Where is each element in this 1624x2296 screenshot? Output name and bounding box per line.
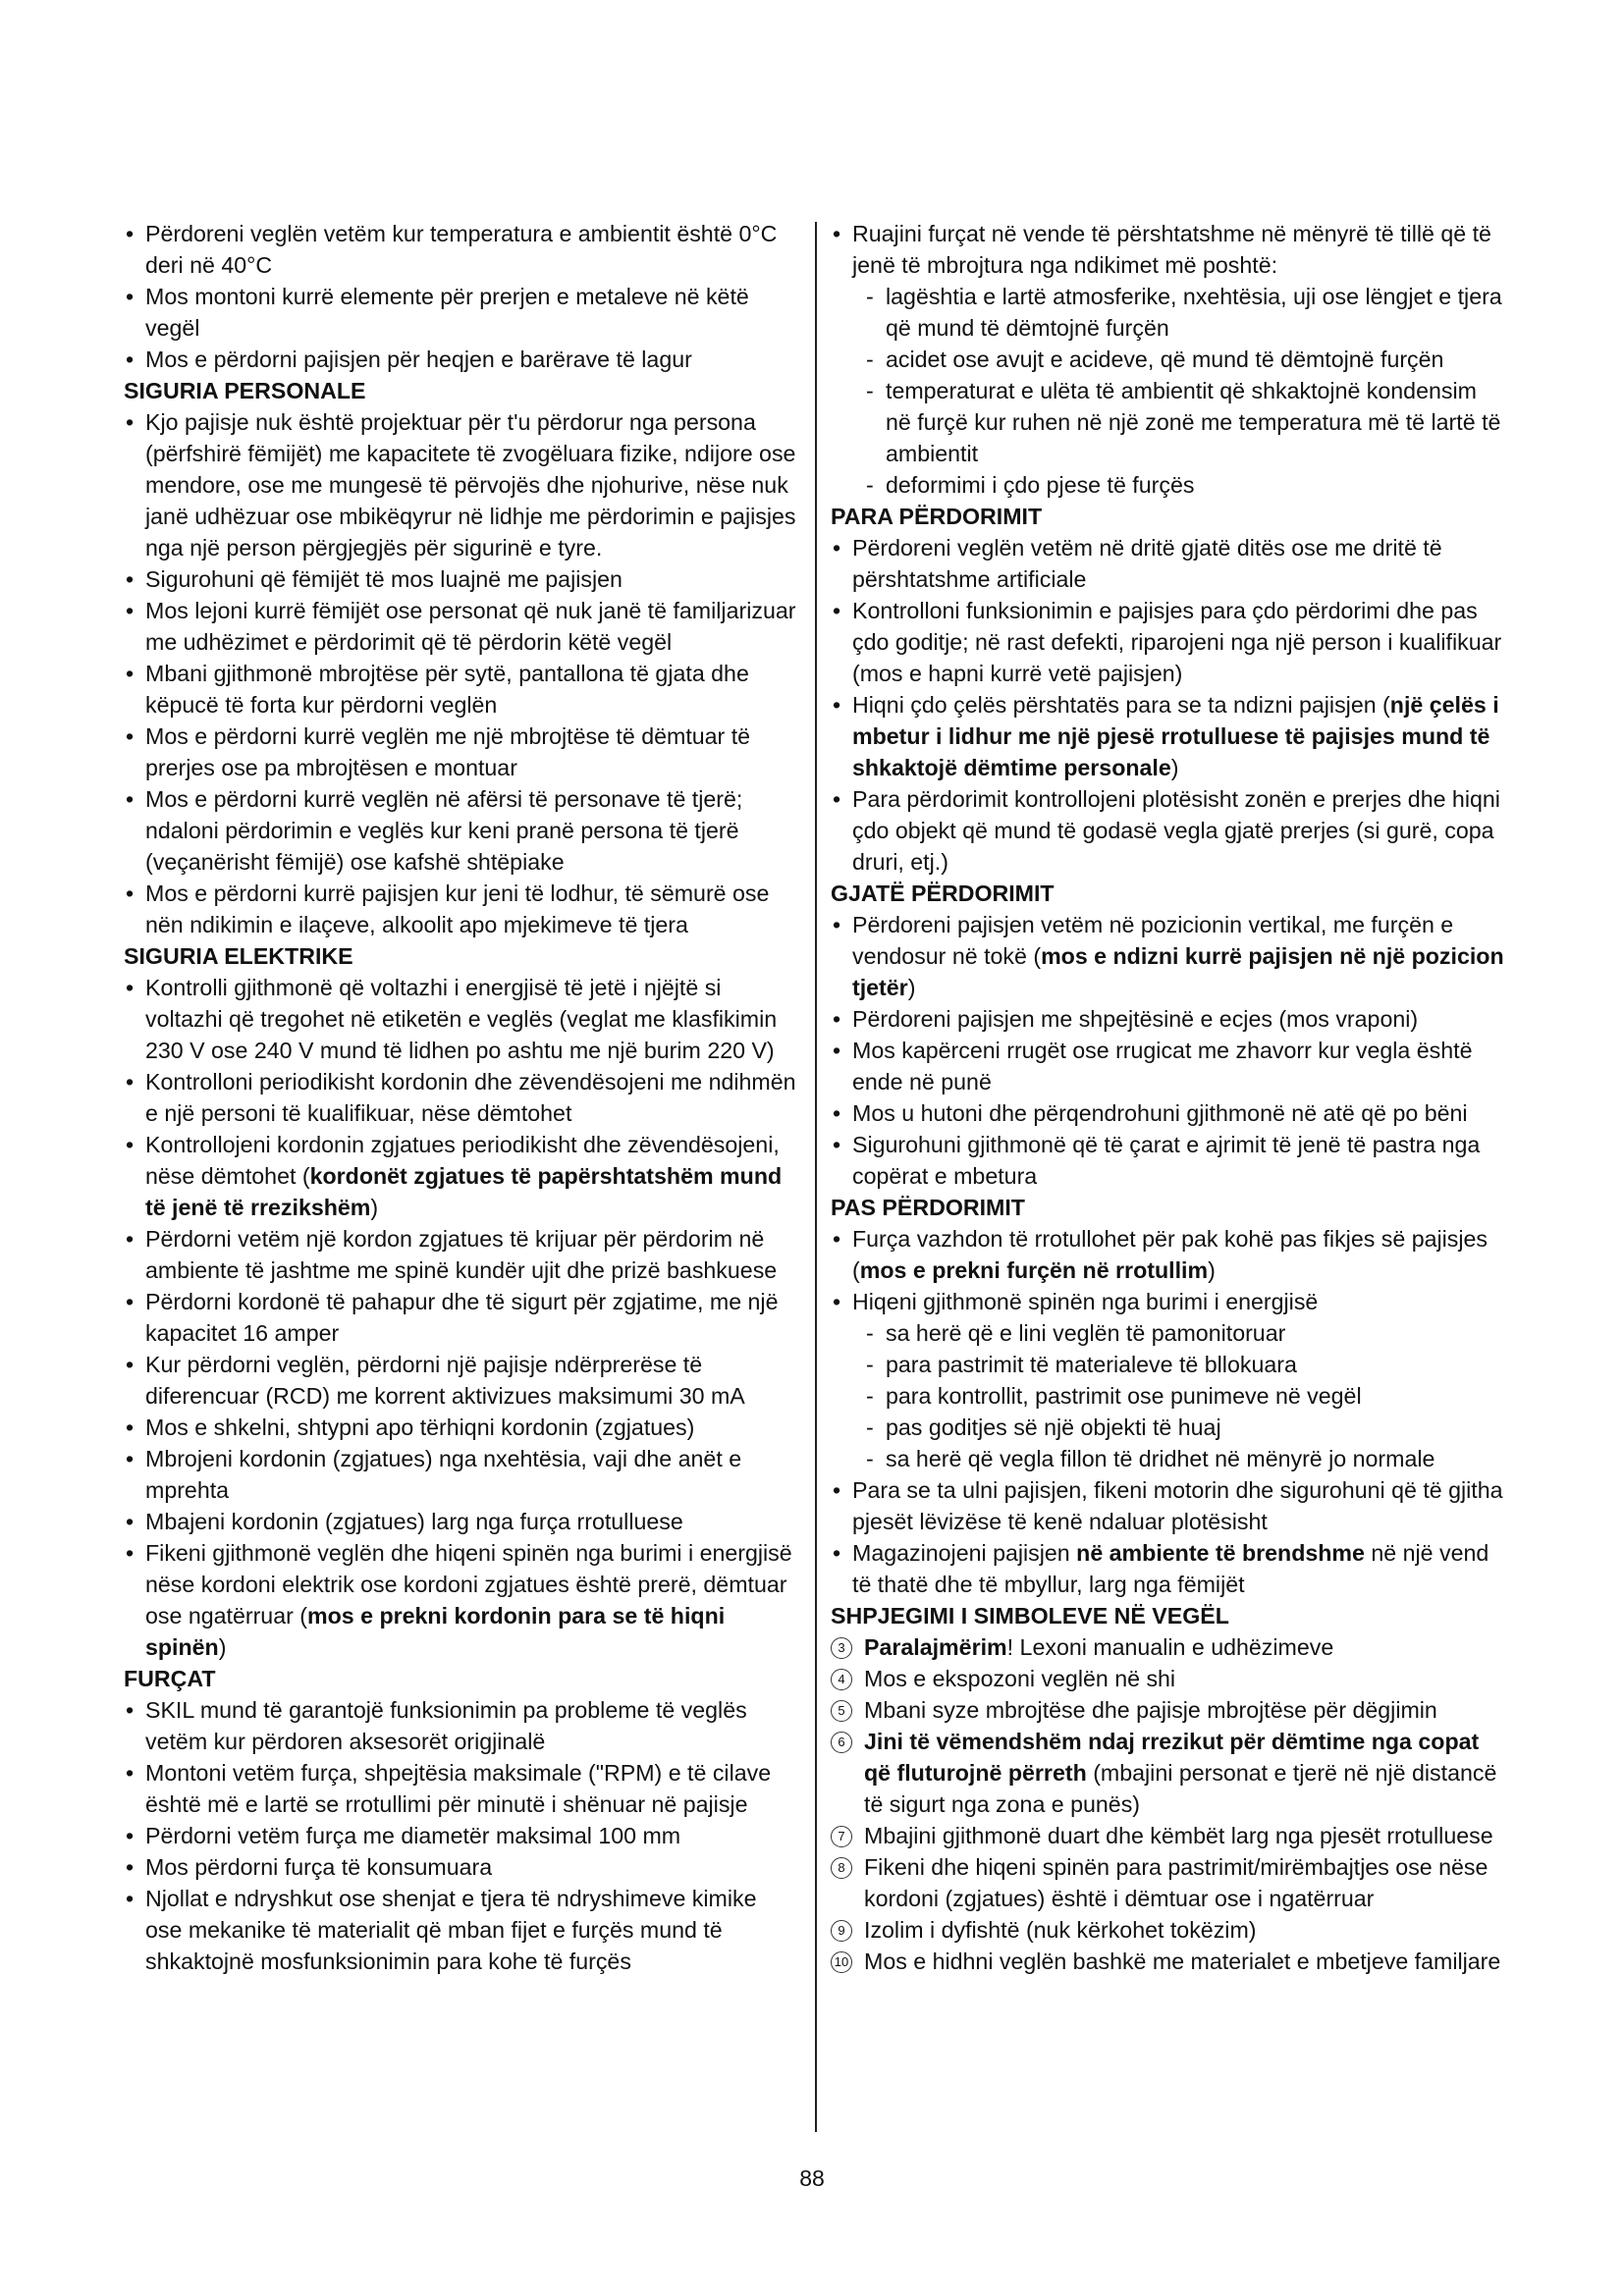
text-segment: SKIL mund të garantojë funksionimin pa probleme të veglës vetëm kur përdoren aksesorët origjinalë <box>145 1697 747 1754</box>
text-segment: ) <box>370 1195 379 1220</box>
bullet-item <box>124 344 799 375</box>
symbol-item <box>831 1631 1508 1663</box>
text-segment: Mos përdorni furça të konsumuara <box>145 1854 493 1880</box>
bullet-item <box>124 563 799 595</box>
text-segment: Montoni vetëm furça, shpejtësia maksimale ("RPM) e të cilave është më e lartë se rrotullimi për minutë i shënuar në pajisje <box>145 1760 772 1817</box>
bold-text: Jini të vëmendshëm ndaj rrezikut për dëmtime nga copat që fluturojnë përreth <box>864 1729 1480 1786</box>
text-segment: Mos e përdorni kurrë pajisjen kur jeni të lodhur, të sëmurë ose nën ndikimin e ilaçeve, alkoolit apo mjekimeve të tjera <box>145 881 770 937</box>
text-segment: Përdorni vetëm furça me diametër maksimal 100 mm <box>145 1823 681 1848</box>
sub-item <box>852 1380 1508 1412</box>
sub-item <box>852 1443 1508 1474</box>
bullet-item <box>124 218 799 281</box>
bullet-item <box>124 1820 799 1851</box>
text-segment: Para përdorimit kontrollojeni plotësisht zonën e prerjes dhe hiqni çdo objekt që mund të godasë vegla gjatë prerjes (si gurë, copa druri, etj.) <box>852 786 1500 875</box>
bullet-item <box>831 1097 1508 1129</box>
bullet-item <box>831 1035 1508 1097</box>
bullet-item <box>124 658 799 721</box>
text-segment: Mos e ekspozoni veglën në shi <box>864 1666 1176 1691</box>
symbol-number-icon: 6 <box>831 1732 852 1753</box>
text-segment: Sigurohuni gjithmonë që të çarat e ajrimit të jenë të pastra nga copërat e mbetura <box>852 1132 1481 1189</box>
text-segment: Mos e përdorni pajisjen për heqjen e barërave të lagur <box>145 347 692 372</box>
text-segment: Mos e përdorni kurrë veglën me një mbrojtëse të dëmtuar të prerjes ose pa mbrojtësen e montuar <box>145 723 751 780</box>
symbol-item <box>831 1946 1508 1977</box>
section-heading: PARA PËRDORIMIT <box>831 504 1043 529</box>
text-segment: sa herë që vegla fillon të dridhet në mënyrë jo normale <box>886 1446 1435 1471</box>
text-segment: Mos lejoni kurrë fëmijët ose personat që nuk janë të familjarizuar me udhëzimet e përdorimit që të përdorin këtë vegël <box>145 598 796 655</box>
bullet-item <box>124 406 799 563</box>
bullet-item <box>124 1851 799 1883</box>
text-segment: në një vend të thatë dhe të mbyllur, larg nga fëmijët <box>852 1540 1489 1597</box>
text-segment: Hiqeni gjithmonë spinën nga burimi i energjisë <box>852 1289 1319 1314</box>
text-segment: Fikeni gjithmonë veglën dhe hiqeni spinën nga burimi i energjisë nëse kordoni elektrik ose kordoni zgjatues është prerë, dëmtuar ose ngatërruar ( <box>145 1540 792 1629</box>
text-segment: Kontrolloni funksionimin e pajisjes para çdo përdorimi dhe pas çdo goditje; në rast defekti, riparojeni nga një person i kualifikuar (mos e hapni kurrë vetë pajisjen) <box>852 598 1502 686</box>
bullet-item <box>124 1694 799 1757</box>
text-segment: Mbajeni kordonin (zgjatues) larg nga furça rrotulluese <box>145 1509 683 1534</box>
bullet-item <box>124 1443 799 1506</box>
sub-item <box>852 1317 1508 1349</box>
bold-text: mos e prekni kordonin para se të hiqni spinën <box>145 1603 726 1660</box>
text-segment: Përdoreni veglën vetëm kur temperatura e ambientit është 0°C deri në 40°C <box>145 221 778 278</box>
text-segment: Kontrollojeni kordonin zgjatues periodikisht dhe zëvendësojeni, nëse dëmtohet ( <box>145 1132 780 1189</box>
text-segment: deformimi i çdo pjese të furçës <box>886 472 1195 498</box>
bullet-item <box>124 1129 799 1223</box>
bullet-item <box>124 878 799 940</box>
text-segment: Sigurohuni që fëmijët të mos luajnë me pajisjen <box>145 566 623 592</box>
bullet-item <box>124 281 799 344</box>
bold-text: një çelës i mbetur i lidhur me një pjesë rrotulluese të pajisjes mund të shkaktojë dëmtime personale <box>852 692 1499 780</box>
text-segment: Kontrolli gjithmonë që voltazhi i energjisë të jetë i njëjtë si voltazhi që tregohet në etiketën e veglës (veglat me klasfikimin 230 V ose 240 V mund të lidhen po ashtu me një burim 220 V) <box>145 975 778 1063</box>
text-segment: (mbajini personat e tjerë në një distancë të sigurt nga zona e punës) <box>864 1760 1497 1817</box>
sub-item <box>852 1349 1508 1380</box>
bullet-item <box>124 1883 799 1977</box>
bullet-item <box>124 1412 799 1443</box>
bullet-item <box>124 1537 799 1663</box>
section-heading: SHPJEGIMI I SIMBOLEVE NË VEGËL <box>831 1603 1229 1629</box>
text-segment: Fikeni dhe hiqeni spinën para pastrimit/mirëmbajtjes ose nëse kordoni (zgjatues) është i dëmtuar ose i ngatërruar <box>864 1854 1489 1911</box>
text-segment: Kontrolloni periodikisht kordonin dhe zëvendësojeni me ndihmën e një personi të kualifikuar, nëse dëmtohet <box>145 1069 796 1126</box>
right-column <box>831 218 1508 1977</box>
bullet-item <box>831 532 1508 595</box>
bullet-item <box>124 783 799 878</box>
symbol-item <box>831 1694 1508 1726</box>
text-segment: Mbani gjithmonë mbrojtëse për sytë, pantallona të gjata dhe këpucë të forta kur përdorni veglën <box>145 661 749 718</box>
page-number: 88 <box>799 2165 825 2191</box>
text-segment: ) <box>1208 1257 1216 1283</box>
text-segment: temperaturat e ulëta të ambientit që shkaktojnë kondensim në furçë kur ruhen në një zonë me temperatura më të lartë të ambientit <box>886 378 1501 466</box>
sub-item <box>852 469 1508 501</box>
symbol-item <box>831 1726 1508 1820</box>
text-segment: Magazinojeni pajisjen <box>852 1540 1077 1566</box>
bold-text: kordonët zgjatues të papërshtatshëm mund të jenë të rrezikshëm <box>145 1163 783 1220</box>
bold-text: mos e ndizni kurrë pajisjen në një pozicion tjetër <box>852 943 1504 1000</box>
symbol-number-icon: 10 <box>831 1951 852 1973</box>
text-segment: Mos e shkelni, shtypni apo tërhiqni kordonin (zgjatues) <box>145 1415 695 1440</box>
symbol-number-icon: 3 <box>831 1637 852 1659</box>
section-heading: SIGURIA PERSONALE <box>124 378 366 403</box>
bullet-item <box>831 1474 1508 1537</box>
sub-item <box>852 281 1508 344</box>
bullet-item <box>124 1066 799 1129</box>
section-heading: GJATË PËRDORIMIT <box>831 881 1055 906</box>
text-segment: Njollat e ndryshkut ose shenjat e tjera të ndryshimeve kimike ose mekanike të materialit që mban fijet e furçës mund të shkaktojnë mosfunksionimin para kohe të furçës <box>145 1886 757 1974</box>
text-segment: Përdoreni veglën vetëm në dritë gjatë ditës ose me dritë të përshtatshme artificiale <box>852 535 1442 592</box>
sub-item <box>852 375 1508 469</box>
bullet-item <box>124 595 799 658</box>
text-segment: Mbrojeni kordonin (zgjatues) nga nxehtësia, vaji dhe anët e mprehta <box>145 1446 742 1503</box>
bold-text: Paralajmërim <box>864 1634 1007 1660</box>
symbol-item <box>831 1851 1508 1914</box>
text-segment: acidet ose avujt e acideve, që mund të dëmtojnë furçën <box>886 347 1444 372</box>
text-segment: Mos u hutoni dhe përqendrohuni gjithmonë në atë që po bëni <box>852 1100 1468 1126</box>
text-segment: Mbani syze mbrojtëse dhe pajisje mbrojtëse për dëgjimin <box>864 1697 1437 1723</box>
symbol-item <box>831 1914 1508 1946</box>
text-segment: Furça vazhdon të rrotullohet për pak kohë pas fikjes së pajisjes ( <box>852 1226 1489 1283</box>
bold-text: mos e prekni furçën në rrotullim <box>859 1257 1209 1283</box>
bullet-item <box>831 218 1508 281</box>
sub-item <box>852 1412 1508 1443</box>
text-segment: ) <box>1170 755 1179 780</box>
text-segment: Mos montoni kurrë elemente për prerjen e metaleve në këtë vegël <box>145 284 749 341</box>
text-segment: Mos e hidhni veglën bashkë me materialet e mbetjeve familjare <box>864 1949 1501 1974</box>
bullet-item <box>124 1223 799 1286</box>
text-segment: Mos kapërceni rrugët ose rrugicat me zhavorr kur vegla është ende në punë <box>852 1038 1473 1095</box>
left-column <box>124 218 799 1977</box>
text-segment: Përdoreni pajisjen me shpejtësinë e ecjes (mos vraponi) <box>852 1006 1419 1032</box>
bold-text: në ambiente të brendshme <box>1076 1540 1365 1566</box>
column-divider <box>815 222 817 2132</box>
bullet-item <box>124 1286 799 1349</box>
bullet-item <box>831 783 1508 878</box>
bullet-item <box>831 1129 1508 1192</box>
text-segment: Kjo pajisje nuk është projektuar për t'u përdorur nga persona (përfshirë fëmijët) me kapacitete të zvogëluara fizike, ndijore ose mendore, ose me mungesë të përvojës dhe njohurive, nëse nuk janë udhëzuar ose mbikëqyrur në lidhje me përdorimin e pajisjes nga një person përgjegjës për sigurinë e tyre. <box>145 409 796 561</box>
section-heading: SIGURIA ELEKTRIKE <box>124 943 353 969</box>
text-segment: Përdorni kordonë të pahapur dhe të sigurt për zgjatime, me një kapacitet 16 amper <box>145 1289 779 1346</box>
bullet-item <box>124 1506 799 1537</box>
text-segment: Përdorni vetëm një kordon zgjatues të krijuar për përdorim në ambiente të jashtme me spinë kundër ujit dhe prizë bashkuese <box>145 1226 778 1283</box>
bullet-item <box>124 721 799 783</box>
text-segment: Para se ta ulni pajisjen, fikeni motorin dhe sigurohuni që të gjitha pjesët lëvizëse të kenë ndaluar plotësisht <box>852 1477 1503 1534</box>
symbol-item <box>831 1663 1508 1694</box>
bullet-item <box>124 1349 799 1412</box>
text-segment: pas goditjes së një objekti të huaj <box>886 1415 1221 1440</box>
bullet-item <box>831 1003 1508 1035</box>
text-segment: ) <box>907 975 916 1000</box>
text-segment: Mos e përdorni kurrë veglën në afërsi të personave të tjerë; ndaloni përdorimin e veglës kur keni pranë persona të tjerë (veçanërisht fëmijë) ose kafshë shtëpiake <box>145 786 743 875</box>
symbol-number-icon: 4 <box>831 1669 852 1690</box>
symbol-number-icon: 9 <box>831 1920 852 1942</box>
symbol-number-icon: 8 <box>831 1857 852 1879</box>
bullet-item <box>831 1537 1508 1600</box>
text-segment: Kur përdorni veglën, përdorni një pajisje ndërprerëse të diferencuar (RCD) me korrent aktivizues maksimumi 30 mA <box>145 1352 745 1409</box>
symbol-number-icon: 7 <box>831 1826 852 1847</box>
symbol-item <box>831 1820 1508 1851</box>
bullet-item <box>124 1757 799 1820</box>
text-segment: ) <box>218 1634 227 1660</box>
bullet-item <box>124 972 799 1066</box>
symbol-number-icon: 5 <box>831 1700 852 1722</box>
section-heading: FURÇAT <box>124 1666 216 1691</box>
bullet-item <box>831 595 1508 689</box>
text-segment: para pastrimit të materialeve të bllokuara <box>886 1352 1297 1377</box>
text-segment: ! Lexoni manualin e udhëzimeve <box>1006 1634 1334 1660</box>
text-segment: para kontrollit, pastrimit ose punimeve në vegël <box>886 1383 1362 1409</box>
text-segment: Përdoreni pajisjen vetëm në pozicionin vertikal, me furçën e vendosur në tokë ( <box>852 912 1454 969</box>
text-segment: Hiqni çdo çelës përshtatës para se ta ndizni pajisjen ( <box>852 692 1390 718</box>
bullet-item <box>831 909 1508 1003</box>
text-segment: lagështia e lartë atmosferike, nxehtësia, uji ose lëngjet e tjera që mund të dëmtojnë furçën <box>886 284 1502 341</box>
bullet-item <box>831 1223 1508 1286</box>
text-segment: Mbajini gjithmonë duart dhe këmbët larg nga pjesët rrotulluese <box>864 1823 1493 1848</box>
text-segment: Izolim i dyfishtë (nuk kërkohet tokëzim) <box>864 1917 1257 1943</box>
text-segment: Ruajini furçat në vende të përshtatshme në mënyrë të tillë që të jenë të mbrojtura nga ndikimet më poshtë: <box>852 221 1491 278</box>
sub-item <box>852 344 1508 375</box>
bullet-item <box>831 1286 1508 1317</box>
text-segment: sa herë që e lini veglën të pamonitoruar <box>886 1320 1286 1346</box>
section-heading: PAS PËRDORIMIT <box>831 1195 1025 1220</box>
bullet-item <box>831 689 1508 783</box>
